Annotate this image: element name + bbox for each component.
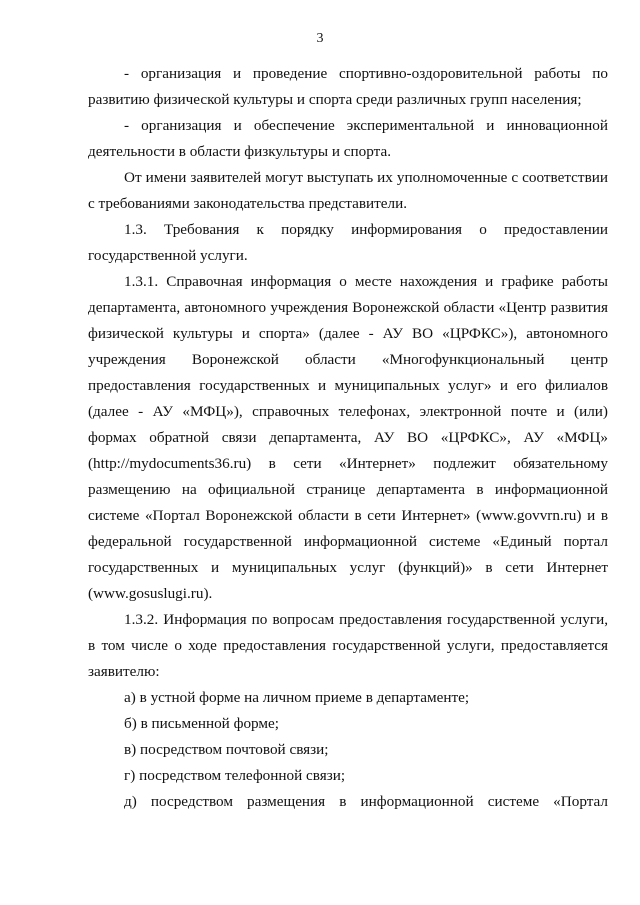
document-body — [88, 61, 608, 815]
list-item-b: б) в письменной форме; — [124, 715, 279, 732]
paragraph-1-3-1: 1.3.1. Справочная информация о месте нахождения и графике работы департамента, автономного учреждения Воронежской области «Центр развития физической культуры и спорта» (далее - АУ ВО «ЦРФКС»), автономного учреждения Воронежской области «Многофункциональный центр предоставления государственных и муниципальных услуг» и его филиалов (далее - АУ «МФЦ»), справочных телефонах, электронной почте и (или) формах обратной связи департамента, АУ ВО «ЦРФКС», АУ «МФЦ» (http://mydocuments36.ru) в сети «Интернет» подлежит обязательному размещению на официальной странице департамента в информационной системе «Портал Воронежской области в сети Интернет» (www.govvrn.ru) и в федеральной государственной информационной системе «Единый портал государственных и муниципальных услуг (функций)» в сети Интернет (www.gosuslugi.ru). — [88, 273, 608, 602]
paragraph-1-3-2: 1.3.2. Информация по вопросам предоставления государственной услуги, в том числе о ходе предоставления государственной услуги, предоставляется заявителю: — [88, 611, 608, 680]
list-item-a: а) в устной форме на личном приеме в департаменте; — [124, 689, 470, 706]
page-number: 3 — [316, 31, 324, 46]
paragraph-innovation: - организация и обеспечение экспериментальной и инновационной деятельности в области физкультуры и спорта. — [88, 117, 608, 160]
paragraph-sports-work: - организация и проведение спортивно-оздоровительной работы по развитию физической культуры и спорта среди различных групп населения; — [88, 65, 608, 108]
list-item-g: г) посредством телефонной связи; — [124, 767, 346, 784]
list-item-v: в) посредством почтовой связи; — [124, 741, 329, 758]
paragraph-representatives: От имени заявителей могут выступать их уполномоченные с соответствии с требованиями законодательства представители. — [88, 169, 608, 212]
section-heading-1-3: 1.3. Требования к порядку информирования о предоставлении государственной услуги. — [88, 221, 608, 264]
list-item-d: д) посредством размещения в информационной системе «Портал — [124, 793, 608, 810]
